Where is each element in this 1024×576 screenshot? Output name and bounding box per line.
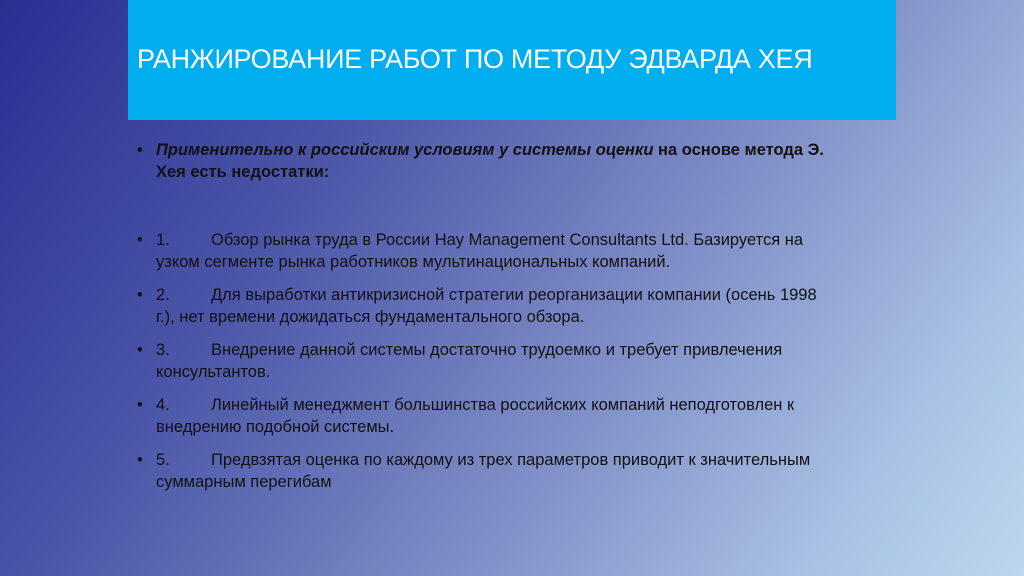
item-number: 3.	[156, 341, 170, 359]
list-item	[137, 394, 827, 438]
item-text: Обзор рынка труда в России Hay Management Consultants Ltd. Базируется на узком сегменте рынка работников мультинациональных компаний.	[156, 231, 804, 271]
item-number: 1.	[156, 231, 170, 249]
item-text: Предвзятая оценка по каждому из трех параметров приводит к значительным суммарным перегибам	[156, 451, 811, 491]
intro-italic-text: Применительно к российским условиям у системы оценки	[156, 141, 654, 159]
bullet-list	[137, 139, 827, 493]
list-item	[137, 284, 827, 328]
item-number: 4.	[156, 396, 170, 414]
list-item	[137, 339, 827, 383]
item-number: 5.	[156, 451, 170, 469]
list-item	[137, 449, 827, 493]
item-text: Внедрение данной системы достаточно трудоемко и требует привлечения консультантов.	[156, 341, 783, 381]
item-text: Линейный менеджмент большинства российских компаний неподготовлен к внедрению подобной системы.	[156, 396, 795, 436]
slide-title: РАНЖИРОВАНИЕ РАБОТ ПО МЕТОДУ ЭДВАРДА ХЕЯ	[137, 44, 813, 74]
intro-rest-text: на основе метода Э. Хея есть недостатки:	[156, 141, 824, 181]
list-item	[137, 229, 827, 273]
item-text: Для выработки антикризисной стратегии реорганизации компании (осень 1998 г.), нет времени дожидаться фундаментального обзора.	[156, 286, 817, 326]
item-number: 2.	[156, 286, 170, 304]
intro-bullet	[137, 139, 827, 183]
